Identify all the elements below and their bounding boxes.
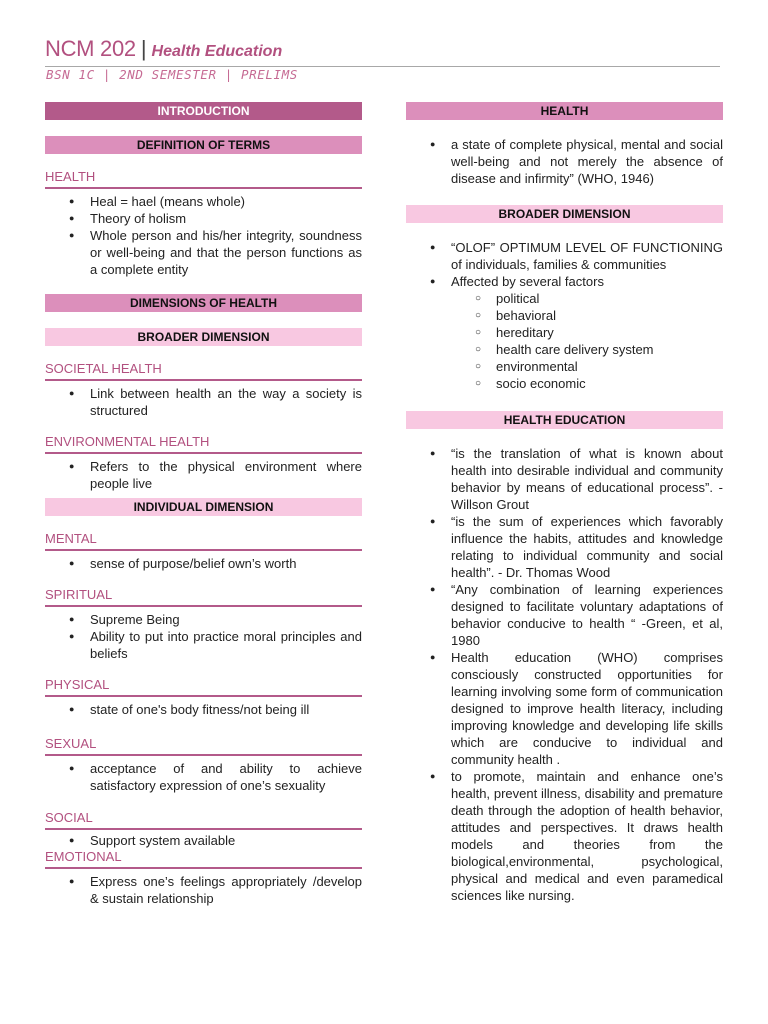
introduction-bar: INTRODUCTION [45,102,362,120]
list-item: ● Theory of holism [45,210,362,227]
document-header [45,36,720,82]
list-item: ● a state of complete physical, mental and social well-being and not merely the absence of disease and infirmity” (WHO, 1946) [406,136,723,187]
course-code: NCM 202 [45,36,136,61]
factor-item: ○ health care delivery system [451,341,723,358]
list-item: ● Ability to put into practice moral principles and beliefs [45,628,362,662]
right-column [406,102,723,904]
health-bar: HEALTH [406,102,723,120]
broader-dimension-bar-right: BROADER DIMENSION [406,205,723,223]
list-item: ● sense of purpose/belief own’s worth [45,555,362,572]
list-item: ● Heal = hael (means whole) [45,193,362,210]
health-definition-list [406,136,723,187]
list-item: ● “Any combination of learning experiences designed to facilitate voluntary adaptations of behavior conducive to health “ -Green, et al, 1980 [406,581,723,649]
list-item: ● to promote, maintain and enhance one’s health, prevent illness, disability and premature death through the adoption of health behavior, attitudes and perspectives. It draws health models and theories from the biological,environmental, psychological, physical and medical and even paramedical sciences like nursing. [406,768,723,904]
environmental-health-heading: ENVIRONMENTAL HEALTH [45,434,362,454]
list-item: ● “is the translation of what is known about health into desirable individual and community behavior by means of educational process”. -Willson Grout [406,445,723,513]
factors-list [451,290,723,392]
mental-list [45,555,362,572]
sexual-heading: SEXUAL [45,736,362,756]
factor-item: ○ hereditary [451,324,723,341]
factor-item: ○ political [451,290,723,307]
title-line [45,36,720,62]
health-heading: HEALTH [45,169,362,189]
list-item: ● Whole person and his/her integrity, soundness or well-being and that the person functions as a complete entity [45,227,362,278]
spiritual-heading: SPIRITUAL [45,587,362,607]
individual-dimension-bar: INDIVIDUAL DIMENSION [45,498,362,516]
list-item-text: Affected by several factors [451,274,604,289]
health-education-list [406,445,723,904]
list-item: ● acceptance of and ability to achieve satisfactory expression of one’s sexuality [45,760,362,794]
list-item: ● Link between health an the way a society is structured [45,385,362,419]
list-item: ● Supreme Being [45,611,362,628]
broader-dimension-list [406,239,723,392]
list-item: ● “OLOF” OPTIMUM LEVEL OF FUNCTIONING of individuals, families & communities [406,239,723,273]
physical-heading: PHYSICAL [45,677,362,697]
social-list [45,832,362,849]
subject-title: Health Education [151,43,283,60]
dimensions-of-health-bar: DIMENSIONS OF HEALTH [45,294,362,312]
definition-of-terms-bar: DEFINITION OF TERMS [45,136,362,154]
list-item: ● “is the sum of experiences which favorably influence the habits, attitudes and knowledge relating to individual community and social health”. - Dr. Thomas Wood [406,513,723,581]
health-list [45,193,362,278]
societal-list [45,385,362,419]
factor-item: ○ behavioral [451,307,723,324]
environmental-list [45,458,362,492]
header-meta: BSN 1C | 2ND SEMESTER | PRELIMS [46,67,298,82]
factor-item: ○ socio economic [451,375,723,392]
emotional-heading: EMOTIONAL [45,849,362,869]
title-separator: | [140,36,147,61]
physical-list [45,701,362,718]
spiritual-list [45,611,362,662]
social-heading: SOCIAL [45,810,362,830]
sexual-list [45,760,362,794]
factor-item: ○ environmental [451,358,723,375]
list-item: ● Health education (WHO) comprises consciously constructed opportunities for learning involving some form of communication designed to improve health literacy, including improving knowledge and developing life skills which are conducive to individual and community health . [406,649,723,768]
broader-dimension-bar: BROADER DIMENSION [45,328,362,346]
left-column [45,102,362,907]
health-education-bar: HEALTH EDUCATION [406,411,723,429]
list-item: ● Support system available [45,832,362,849]
emotional-list [45,873,362,907]
list-item: ● Refers to the physical environment where people live [45,458,362,492]
list-item [406,273,723,392]
list-item: ● state of one's body fitness/not being ill [45,701,362,718]
societal-health-heading: SOCIETAL HEALTH [45,361,362,381]
mental-heading: MENTAL [45,531,362,551]
list-item: ● Express one’s feelings appropriately /develop & sustain relationship [45,873,362,907]
